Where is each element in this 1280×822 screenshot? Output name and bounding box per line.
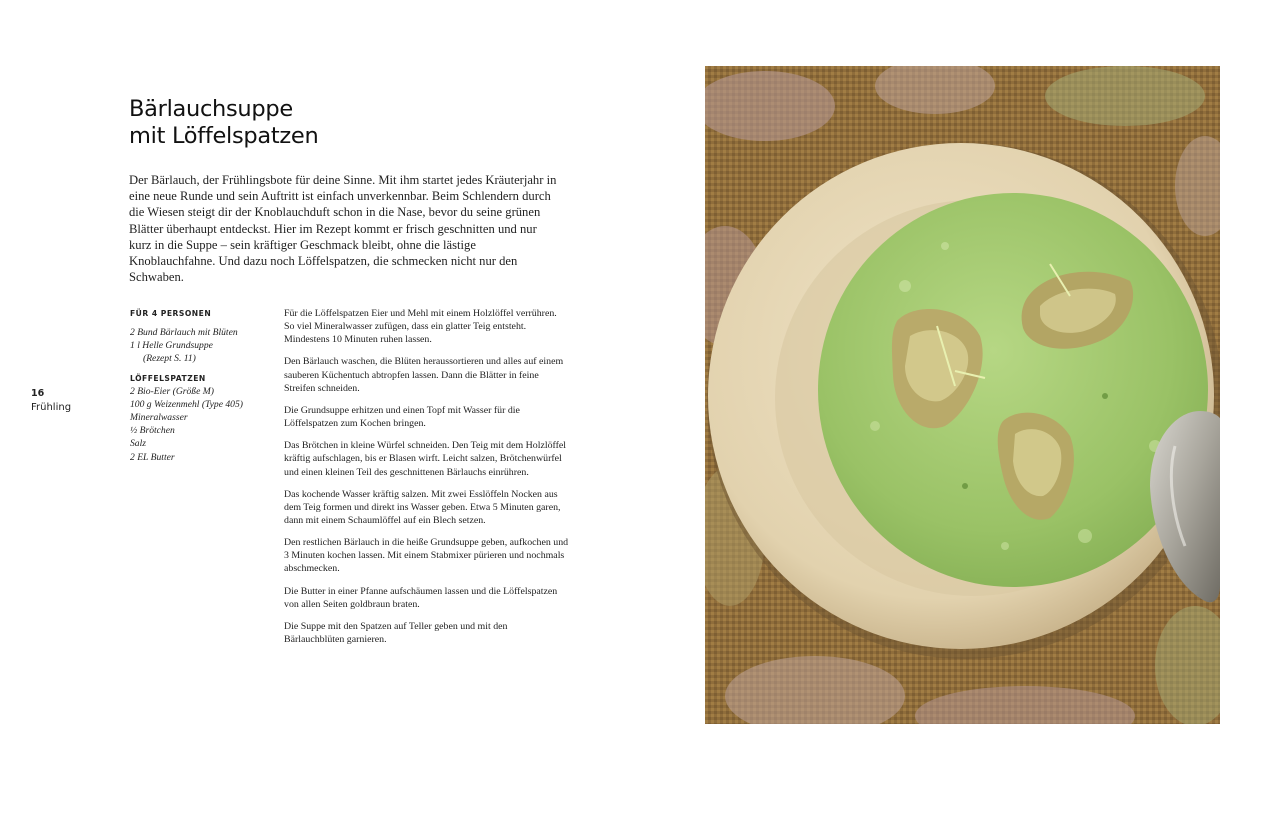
recipe-title <box>129 96 318 150</box>
step-paragraph: Die Suppe mit den Spatzen auf Teller geben und mit den Bärlauchblüten garnieren. <box>284 621 508 646</box>
ingredient-item: 2 EL Butter <box>130 451 175 463</box>
soup <box>818 193 1208 587</box>
recipe-title-line-2: mit Löffelspatzen <box>129 123 319 149</box>
step-paragraph: Das kochende Wasser kräftig salzen. Mit zwei Esslöffeln Nocken aus dem Teig formen und direkt ins Wasser geben. Etwa 5 Minuten garen, dann mit einem Schaumlöffel auf ein Blech setzen. <box>284 488 561 526</box>
ingredient-item: 2 Bund Bärlauch mit Blüten <box>130 327 238 338</box>
servings-heading: FÜR 4 PERSONEN <box>130 309 212 318</box>
chapter-name: Frühling <box>31 402 72 413</box>
ingredient-item: ½ Brötchen <box>130 425 175 437</box>
step-paragraph: Für die Löffelspatzen Eier und Mehl mit einem Holzlöffel verrühren. So viel Mineralwasser zufügen, dass ein glatter Teig entsteht. Mindestens 10 Minuten ruhen lassen. <box>284 308 557 346</box>
ingredient-item: Mineralwasser <box>130 412 188 424</box>
ingredient-item: Salz <box>130 438 146 450</box>
recipe-title-line-1: Bärlauchsuppe <box>129 96 293 122</box>
step-paragraph: Die Butter in einer Pfanne aufschäumen lassen und die Löffelspatzen von allen Seiten goldbraun braten. <box>284 585 558 610</box>
page-number: 16 <box>31 388 45 399</box>
step-paragraph: Das Brötchen in kleine Würfel schneiden. Den Teig mit dem Holzlöffel kräftig aufschlagen, bis er Blasen wirft. Leicht salzen, Brötchenwürfel und einen kleinen Teil des geschnittenen Bärlauchs einrühren. <box>284 440 567 478</box>
ingredient-list <box>130 308 270 464</box>
page-folio <box>31 387 71 415</box>
preparation-steps <box>284 307 569 655</box>
spatzen-heading: LÖFFELSPATZEN <box>130 373 206 383</box>
ingredient-item: 100 g Weizenmehl (Type 405) <box>130 398 243 410</box>
soup-photo <box>705 66 1220 724</box>
step-paragraph: Den Bärlauch waschen, die Blüten heraussortieren und alles auf einem sauberen Küchentuch abtropfen lassen. Dann die Blätter in feine Streifen schneiden. <box>284 356 564 394</box>
ingredient-item: 2 Bio-Eier (Größe M) <box>130 385 214 397</box>
recipe-intro: Der Bärlauch, der Frühlingsbote für deine Sinne. Mit ihm startet jedes Kräuterjahr in eine neue Runde und sein Auftritt ist einfach unverkennbar. Beim Schlendern durch die Wiesen steigt dir der Knoblauchduft schon in die Nase, bevor du seine grünen Blätter überhaupt entdeckst. Hier im Rezept kommt er frisch geschnitten und nur kurz in die Suppe – sein kräftiger Geschmack bleibt, ohne die lästige Knoblauchfahne. Und dazu noch Löffelspatzen, die schmecken nicht nur den Schwaben. <box>129 173 557 285</box>
ingredient-item: 1 l Helle Grundsuppe <box>130 340 213 352</box>
step-paragraph: Den restlichen Bärlauch in die heiße Grundsuppe geben, aufkochen und 3 Minuten kochen lassen. Mit einem Stabmixer pürieren und nochmals abschmecken. <box>284 537 569 575</box>
ingredient-item: (Rezept S. 11) <box>143 353 196 365</box>
step-paragraph: Die Grundsuppe erhitzen und einen Topf mit Wasser für die Löffelspatzen zum Kochen bringen. <box>284 404 520 430</box>
